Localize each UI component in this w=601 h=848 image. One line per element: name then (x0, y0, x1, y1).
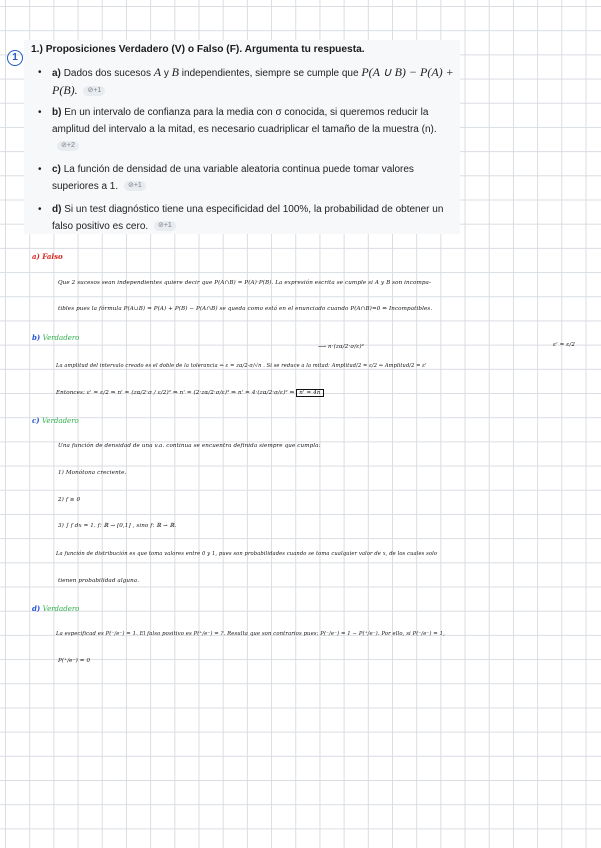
link-chip[interactable] (124, 181, 146, 191)
arrow-icon: ⟶ (318, 344, 327, 350)
math-var: A (153, 65, 162, 79)
question-item-c (38, 161, 458, 195)
item-label: c) (52, 164, 61, 175)
item-text: y (163, 68, 169, 79)
answer-c-item3: 3) ∫ f dx = 1. f: ℝ → [0,1] , sino f: ℝ → ℝ. (58, 523, 177, 529)
question-item-d (38, 201, 458, 235)
item-text: Si un test diagnóstico tiene una especificidad del 100%, la probabilidad de obtener un (64, 204, 444, 215)
answer-d-label: d) Verdadero (32, 604, 80, 613)
answer-a-line1: Que 2 sucesos sean independientes quiere decir que P(A∩B) = P(A)·P(B). La expresión escrita se cumple si A y B son incompa- (58, 280, 431, 286)
link-count: +2 (66, 142, 75, 150)
question-item-a (38, 64, 458, 100)
answer-b-line1: La amplitud del intervalo creado es el doble de la tolerancia ⇒ ε = zα/2·σ/√n . Si se reduce a la mitad: Amplitud/2 = ε/2 ⇒ Amplitud/2 = ε' (56, 363, 427, 369)
answer-a-label: a) Falso (32, 252, 63, 261)
item-label: b) (52, 107, 62, 118)
answer-d-line1: La especificad es P(⁻/e⁻) = 1. El falso positivo es P(⁺/e⁻) = ?. Resulta que son contrarios pues: P(⁻/e⁻) = 1 − P(⁺/e⁻). Por ello, si P(⁻/e⁻) = 1, (56, 631, 445, 637)
answer-c-line3: tienen probabilidad alguna. (58, 578, 140, 584)
item-text: La función de densidad de una variable aleatoria continua puede tomar valores (63, 164, 414, 175)
item-label: a) (52, 68, 61, 79)
link-count: +1 (163, 222, 172, 230)
link-count: +1 (133, 182, 142, 190)
question-number-badge: 1 (7, 50, 23, 66)
question-item-b (38, 104, 458, 155)
answer-b-top-right: ε' = ε/2 (552, 342, 576, 348)
item-text: independientes, siempre se cumple que (181, 68, 359, 79)
formula-n: n·(zα/2·σ/ε)² (328, 344, 364, 350)
bullet-dot: • (38, 204, 42, 215)
answer-c-label: c) Verdadero (32, 416, 79, 425)
item-text: En un intervalo de confianza para la media con σ conocida, si queremos reducir la (64, 107, 429, 118)
math-var: B (171, 65, 179, 79)
answer-b-top-expr (318, 344, 364, 350)
math-formula: P(A ∪ B) − P(A) + P(B). (52, 65, 454, 97)
answer-c-item1: 1) Monótona creciente. (58, 470, 127, 476)
link-icon: ⊘ (157, 222, 164, 230)
answer-b-label: b) Verdadero (32, 333, 80, 342)
link-chip[interactable] (154, 221, 176, 231)
link-count: +1 (93, 87, 102, 95)
question-title: 1.) Proposiciones Verdadero (V) o Falso (F). Argumenta tu respuesta. (31, 44, 365, 55)
item-text: falso positivo es cero. (52, 221, 149, 232)
answer-d-line2: P(⁺/e⁻) = 0 (58, 658, 91, 664)
link-chip[interactable] (83, 86, 105, 96)
answer-c-item2: 2) f ≥ 0 (58, 497, 81, 503)
link-icon: ⊘ (87, 87, 94, 95)
item-text: amplitud del intervalo a la mitad, es necesario cuadriplicar el tamaño de la muestra (n). (52, 124, 437, 135)
link-chip[interactable] (57, 141, 79, 151)
answer-a-line2: tibles pues la fórmula P(A∪B) = P(A) + P(B) − P(A∩B) se queda como está en el enunciado cuando P(A∩B)=0 ⇔ Incompatibles. (58, 306, 433, 312)
bullet-dot: • (38, 67, 42, 78)
bullet-dot: • (38, 164, 42, 175)
item-text: superiores a 1. (52, 181, 119, 192)
bullet-dot: • (38, 107, 42, 118)
item-text: Dados dos sucesos (63, 68, 151, 79)
formula-chain: Entonces: ε' = ε/2 ⇒ n' = (zα/2·σ / ε/2)² ⇒ n' = (2·zα/2·σ/ε)² ⇒ n' = 4·(zα/2·σ/ε)² ⇒ (56, 390, 295, 396)
answer-b-line2 (56, 390, 324, 396)
link-icon: ⊘ (61, 142, 67, 150)
item-label: d) (52, 204, 62, 215)
answer-c-line2: La función de distribución es que toma valores entre 0 y 1, pues son probabilidades cuando se toma cualquier valor de x, de los cuales solo (56, 551, 438, 557)
boxed-result: n' = 4n (296, 389, 323, 397)
answer-c-line1: Una función de densidad de una v.a. continua se encuentra definida siempre que cumpla: (58, 443, 321, 449)
link-icon: ⊘ (127, 182, 134, 190)
